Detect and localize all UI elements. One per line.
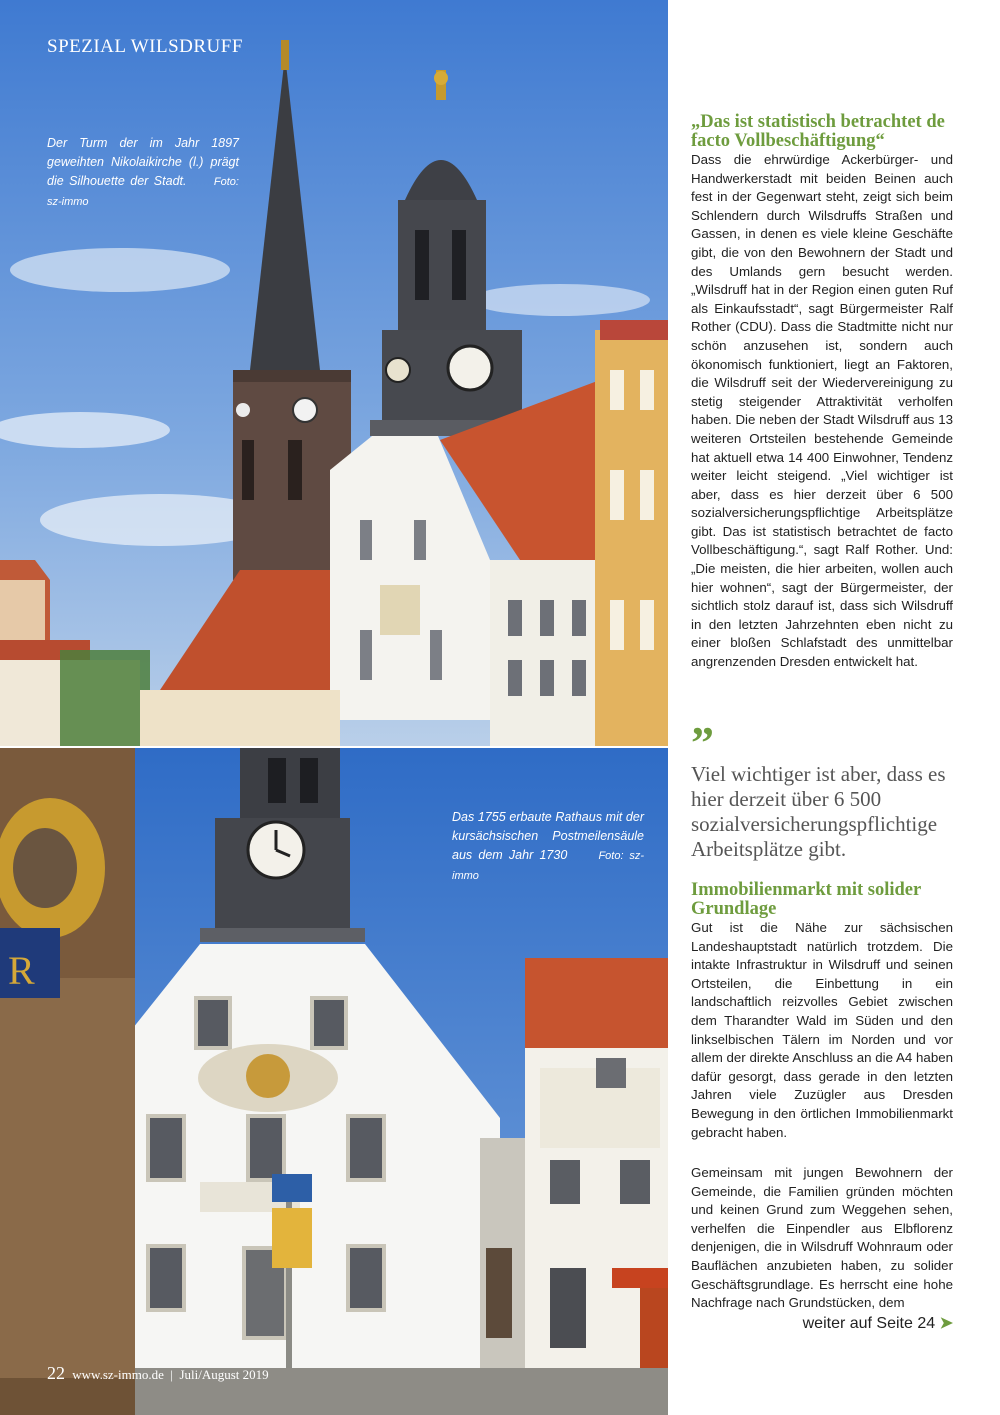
- pull-quote: [691, 717, 953, 862]
- article-heading-2: Immobilienmarkt mit solider Grundlage: [691, 880, 921, 919]
- footer-separator: |: [170, 1367, 173, 1382]
- article-section-1: [691, 113, 953, 672]
- article-paragraph-3: Gemeinsam mit jungen Bewohnern der Gemeinde, die Familien gründen möchten und keinen Grund zum Weggehen sehen, verhelfen die Einpendler aus Elbflorenz denjenigen, die in Wilsdruff Wohnraum oder Bauflächen anzubieten haben, zu solider Geschäftsgrundlage. Es herrscht eine hohe Nachfrage nach Grundstücken, dem: [691, 1165, 953, 1311]
- svg-text:R: R: [8, 948, 35, 993]
- section-label: SPEZIAL WILSDRUFF: [47, 36, 243, 57]
- quote-mark-icon: ”: [691, 717, 714, 768]
- article-paragraph-2: Gut ist die Nähe zur sächsischen Landeshauptstadt natürlich trotzdem. Die intakte Infrastruktur in Wilsdruff und seinen Ortsteilen, die Einbettung in ein landschaftlich reizvolles Gebiet zwischen dem Tharandter Wald im Süden und den linkselbischen Tälern im Norden und vor allem der direkte Anschluss an die A4 haben dafür gesorgt, dass gerade in den letzten Jahren viele Zuzügler aus Dresden Bewegung in den örtlichen Immobilienmarkt gebracht haben.: [691, 920, 953, 1140]
- continue-link[interactable]: [691, 1313, 953, 1333]
- article-paragraph-1: Dass die ehrwürdige Ackerbürger- und Handwerkerstadt mit beiden Beinen auch fest in der Gegenwart steht, zeigt sich beim Schlendern durch Wilsdruffs Straßen und Gassen, in denen es viele kleine Geschäfte gibt, die von den Bewohnern der Stadt und des Umlands gern besucht werden. „Wilsdruff hat in der Region einen guten Ruf als Einkaufsstadt“, sagt Bürgermeister Ralf Rother (CDU). Dass die Stadtmitte nicht nur schön anzusehen ist, sondern auch ökonomisch funktioniert, liegt an Faktoren, die Wilsdruff seit der Wiedervereinigung zu stetig steigender Attraktivität verholfen haben. Die neben der Stadt Wilsdruff aus 13 weiteren Ortsteilen bestehende Gemeinde hat aktuell etwa 14 400 Einwohner, Tendenz weiter leicht steigend. „Viel wichtiger ist aber, dass es hier derzeit über 6 500 sozialversicherungspflichtige Arbeitsplätze gibt. Das ist statistisch betrachtet de facto Vollbeschäftigung.“, sagt Ralf Rother. Und: „Die meisten, die hier arbeiten, wollen auch hier wohnen“, sagt der Bürgermeister, der sichtlich stolz darauf ist, dass sich Wilsdruff in den letzten Jahrzehnten eben nicht zu einer bloßen Schlafstadt des unmittelbar angrenzenden Dresden entwickelt hat.: [691, 152, 953, 670]
- caption-top-text: Der Turm der im Jahr 1897 geweihten Nikolaikirche (l.) prägt die Silhouette der Stadt.: [47, 136, 239, 188]
- page-footer: [47, 1363, 269, 1384]
- photo-illustration-top: [0, 0, 668, 746]
- article-heading-1: „Das ist statistisch betrachtet de facto Vollbeschäftigung“: [691, 112, 945, 151]
- footer-website: www.sz-immo.de: [72, 1367, 164, 1382]
- caption-bottom-credit: Foto: sz-immo: [452, 850, 644, 882]
- photo-caption-top: [47, 134, 239, 212]
- caption-bottom-text: Das 1755 erbaute Rathaus mit der kursächsischen Postmeilensäule aus dem Jahr 1730: [452, 810, 644, 862]
- continue-text: weiter auf Seite 24: [802, 1314, 936, 1332]
- footer-issue: Juli/August 2019: [179, 1367, 269, 1382]
- caption-top-credit: Foto: sz-immo: [47, 176, 239, 208]
- arrow-right-icon: ➤: [939, 1314, 953, 1332]
- pull-quote-text: Viel wichtiger ist aber, dass es hier derzeit über 6 500 sozialversicherungspflichtige Arbeitsplätze gibt.: [691, 762, 946, 861]
- page-number: 22: [47, 1363, 65, 1383]
- article-section-2: [691, 881, 953, 1142]
- photo-caption-bottom: [452, 808, 644, 886]
- photo-nikolaikirche: [0, 0, 668, 746]
- article-section-3: [691, 1164, 953, 1333]
